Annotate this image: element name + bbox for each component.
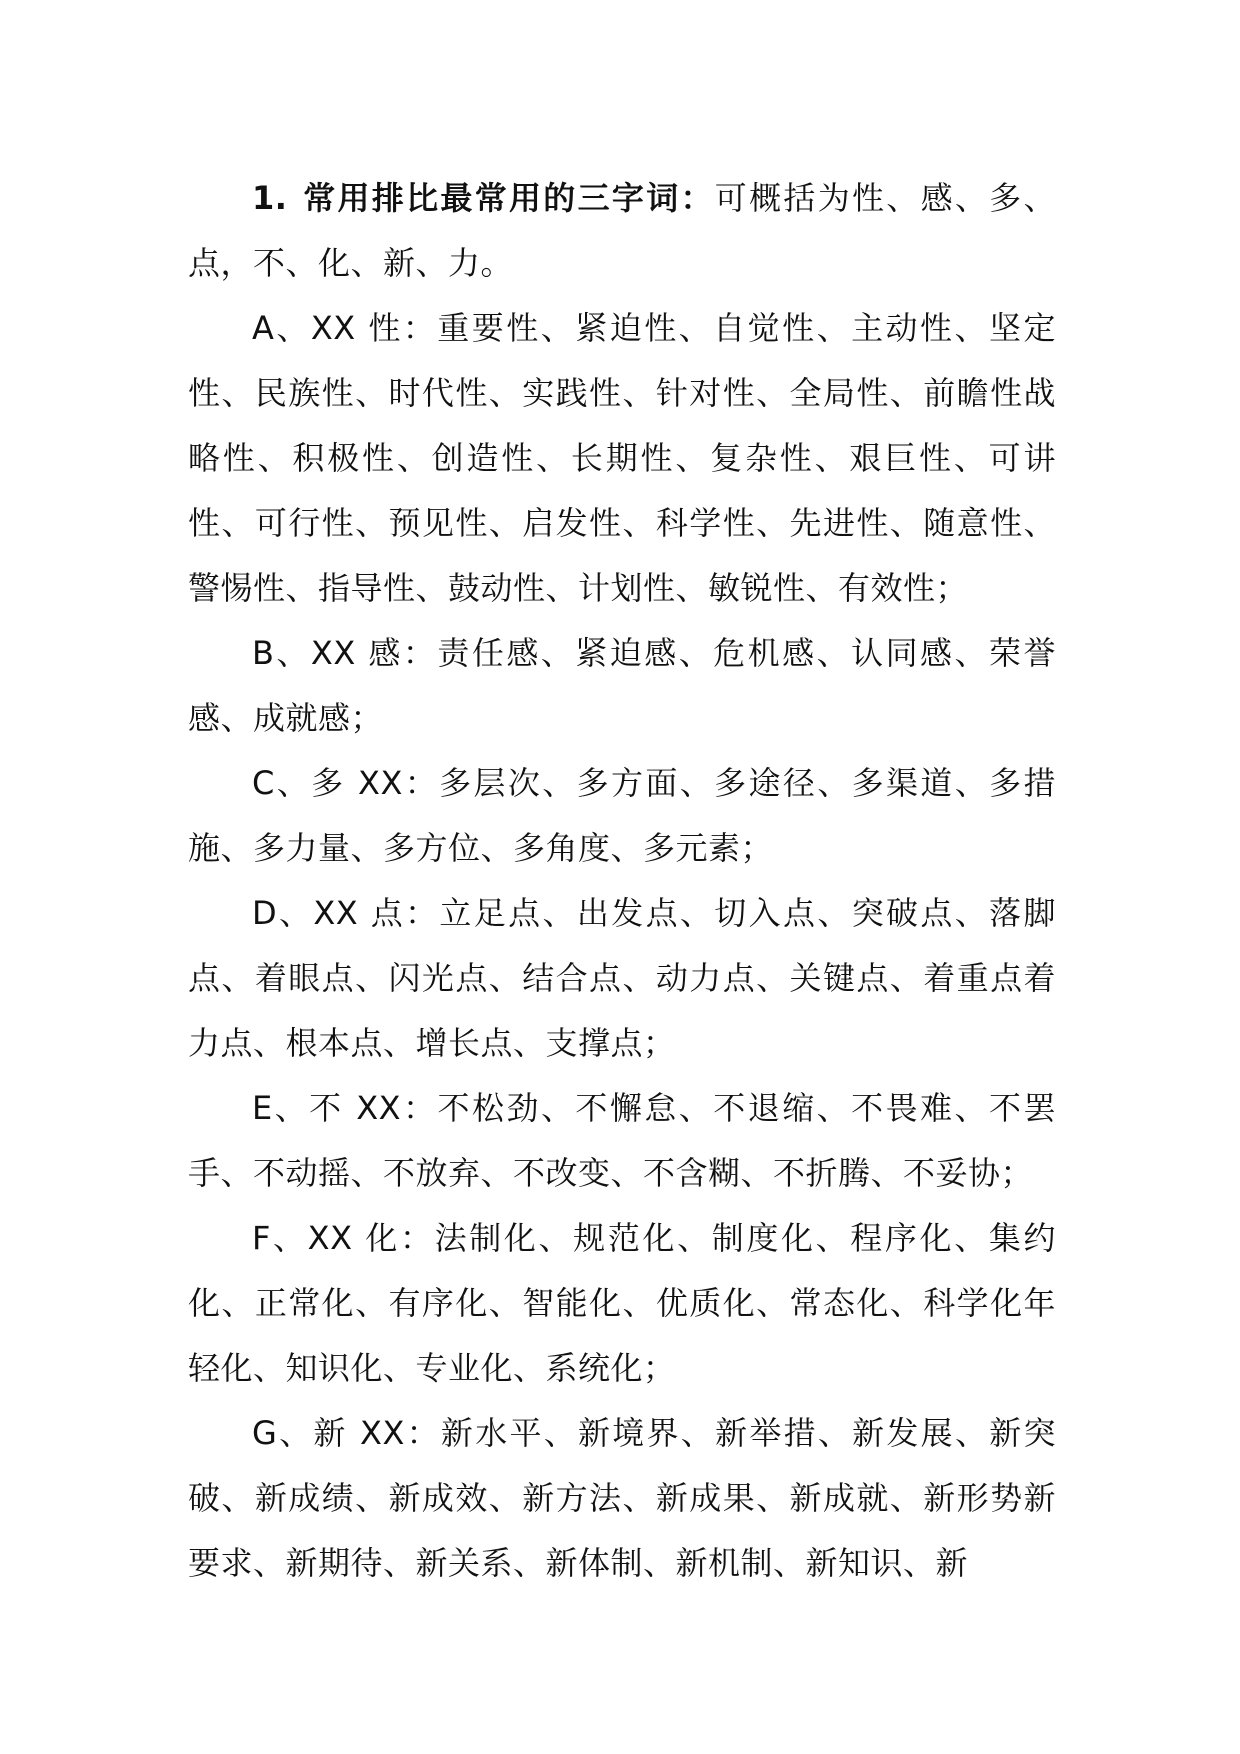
paragraph-a-xing: A、XX 性：重要性、紧迫性、自觉性、主动性、坚定性、民族性、时代性、实践性、针对性、全局性、前瞻性战略性、积极性、创造性、长期性、复杂性、艰巨性、可讲性、可行性、预见性、启发性、科学性、先进性、随意性、警惕性、指导性、鼓动性、计划性、敏锐性、有效性；: [188, 309, 1056, 607]
section-heading-paragraph: [188, 166, 1056, 296]
section-intro-text: 可概括为性、感、多、点，不、化、新、力。: [188, 179, 1056, 282]
paragraph-g-xin: G、新 XX：新水平、新境界、新举措、新发展、新突破、新成绩、新成效、新方法、新成果、新成就、新形势新要求、新期待、新关系、新体制、新机制、新知识、新: [188, 1414, 1056, 1582]
paragraph-b-gan: B、XX 感：责任感、紧迫感、危机感、认同感、荣誉感、成就感；: [188, 634, 1056, 737]
paragraph-e-bu: E、不 XX：不松劲、不懈怠、不退缩、不畏难、不罢手、不动摇、不放弃、不改变、不含糊、不折腾、不妥协；: [188, 1089, 1056, 1192]
section-number: 1.: [252, 179, 288, 217]
paragraph-f-hua: F、XX 化：法制化、规范化、制度化、程序化、集约化、正常化、有序化、智能化、优质化、常态化、科学化年轻化、知识化、专业化、系统化；: [188, 1219, 1056, 1387]
document-body: [188, 166, 1056, 1596]
paragraph-c-duo: C、多 XX：多层次、多方面、多途径、多渠道、多措施、多力量、多方位、多角度、多元素；: [188, 764, 1056, 867]
paragraph-d-dian: D、XX 点：立足点、出发点、切入点、突破点、落脚点、着眼点、闪光点、结合点、动力点、关键点、着重点着力点、根本点、增长点、支撑点；: [188, 894, 1056, 1062]
section-title: 常用排比最常用的三字词：: [301, 179, 715, 217]
